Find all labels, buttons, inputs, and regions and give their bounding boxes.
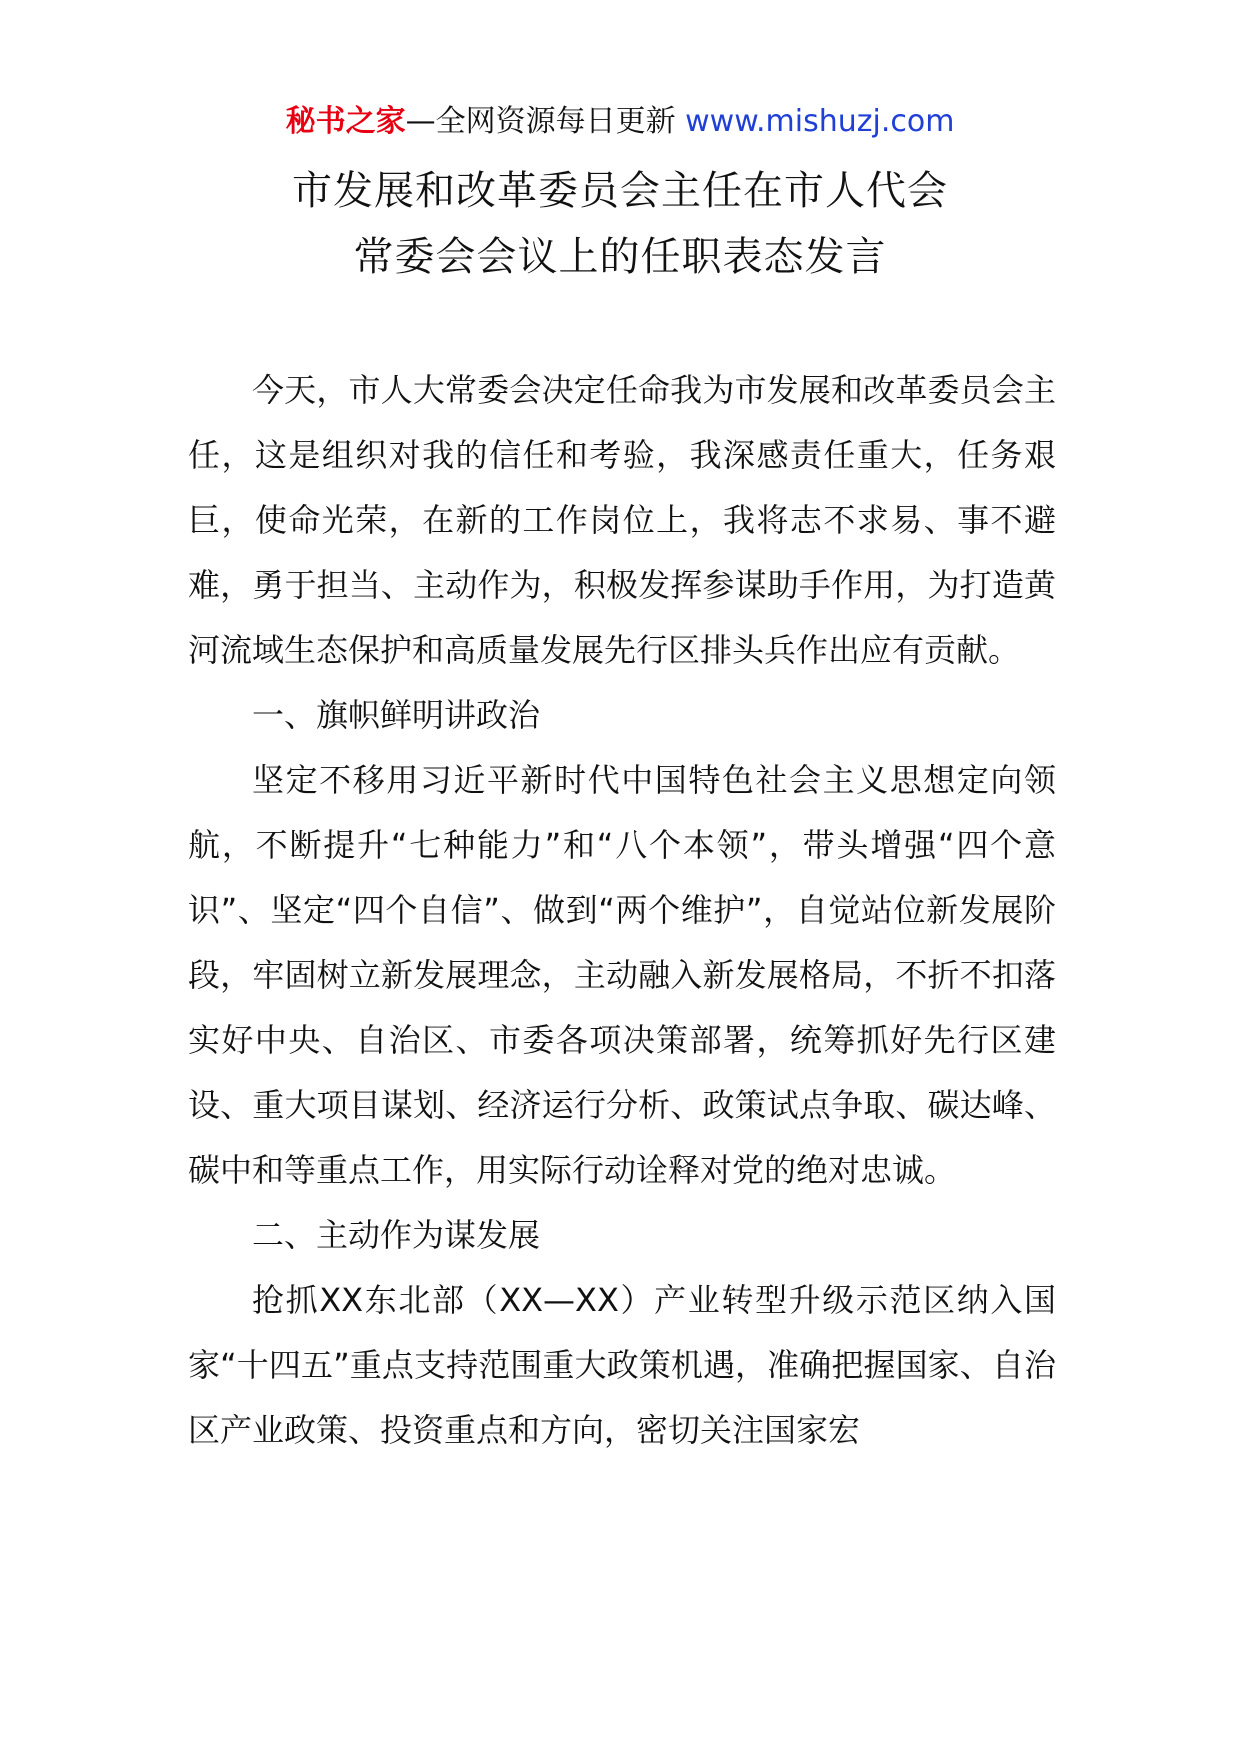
paragraph-intro: 今天，市人大常委会决定任命我为市发展和改革委员会主任，这是组织对我的信任和考验，我深感责任重大，任务艰巨，使命光荣，在新的工作岗位上，我将志不求易、事不避难，勇于担当、主动作为，积极发挥参谋助手作用，为打造黄河流域生态保护和高质量发展先行区排头兵作出应有贡献。 [188, 371, 1056, 669]
document-title [0, 158, 1240, 290]
site-url-link[interactable]: www.mishuzj.com [685, 104, 955, 139]
title-line-1: 市发展和改革委员会主任在市人代会 [292, 168, 948, 214]
section-heading-1: 一、旗帜鲜明讲政治 [252, 696, 541, 734]
paragraph-development: 抢抓XX东北部（XX—XX）产业转型升级示范区纳入国家“十四五”重点支持范围重大政策机遇，准确把握国家、自治区产业政策、投资重点和方向，密切关注国家宏 [188, 1281, 1056, 1449]
title-line-2: 常委会会议上的任职表态发言 [353, 234, 887, 280]
document-body [188, 358, 1056, 1463]
paragraph-politics: 坚定不移用习近平新时代中国特色社会主义思想定向领航，不断提升“七种能力”和“八个本领”，带头增强“四个意识”、坚定“四个自信”、做到“两个维护”，自觉站位新发展阶段，牢固树立新发展理念，主动融入新发展格局，不折不扣落实好中央、自治区、市委各项决策部署，统筹抓好先行区建设、重大项目谋划、经济运行分析、政策试点争取、碳达峰、碳中和等重点工作，用实际行动诠释对党的绝对忠诚。 [188, 761, 1056, 1189]
section-heading-2: 二、主动作为谋发展 [252, 1216, 541, 1254]
header-tagline: —全网资源每日更新 [405, 104, 676, 139]
site-header [0, 100, 1240, 144]
brand-name: 秘书之家 [285, 104, 406, 139]
